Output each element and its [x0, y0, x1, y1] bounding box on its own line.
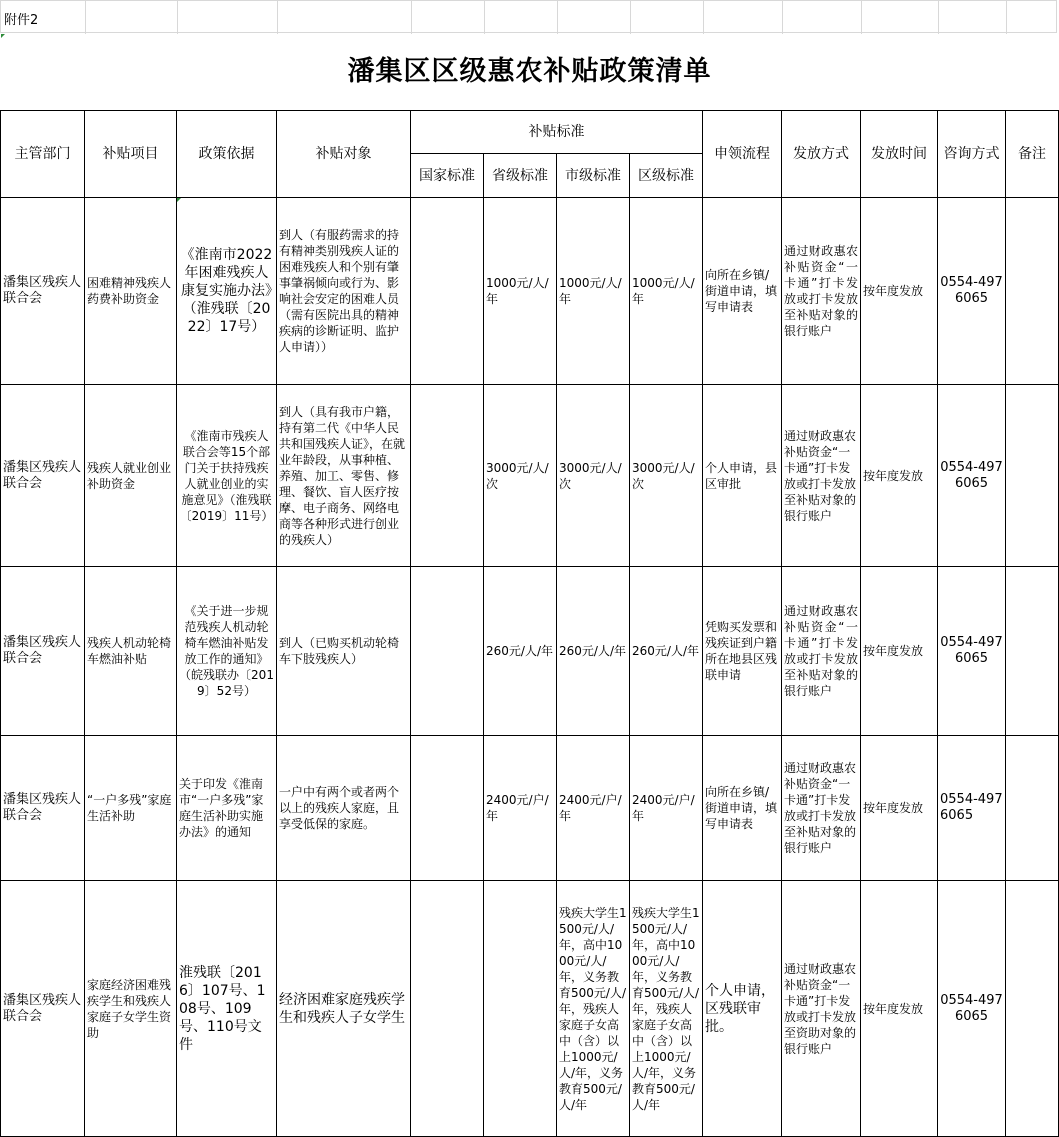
- cell-item: 残疾人机动轮椅车燃油补贴: [85, 567, 177, 736]
- cell-remark: [1006, 881, 1059, 1137]
- cell-payment: 通过财政惠农补贴资金“一卡通”打卡发放或打卡发放至补贴对象的银行账户: [782, 198, 861, 385]
- cell-provincial: 1000元/人/年: [484, 198, 557, 385]
- cell-dept: 潘集区残疾人联合会: [1, 736, 85, 881]
- cell-process: 个人申请，县区审批: [703, 385, 782, 567]
- grid-line: [277, 1, 278, 34]
- grid-line: [85, 1, 86, 34]
- cell-dept: 潘集区残疾人联合会: [1, 198, 85, 385]
- header-payment: 发放方式: [782, 111, 861, 198]
- header-basis: 政策依据: [177, 111, 277, 198]
- header-contact: 咨询方式: [938, 111, 1006, 198]
- cell-contact: 0554-4976065: [938, 567, 1006, 736]
- cell-basis: 关于印发《淮南市“一户多残”家庭生活补助实施办法》的通知: [177, 736, 277, 881]
- cell-item: 家庭经济困难残疾学生和残疾人家庭子女学生资助: [85, 881, 177, 1137]
- grid-line: [861, 1, 862, 34]
- cell-contact: 0554-4976065: [938, 881, 1006, 1137]
- grid-line: [630, 1, 631, 34]
- cell-provincial: 260元/人/年: [484, 567, 557, 736]
- header-process: 申领流程: [703, 111, 782, 198]
- cell-target: 一户中有两个或者两个以上的残疾人家庭，且享受低保的家庭。: [277, 736, 411, 881]
- cell-time: 按年度发放: [861, 198, 938, 385]
- cell-target: 经济困难家庭残疾学生和残疾人子女学生: [277, 881, 411, 1137]
- cell-national: [411, 881, 484, 1137]
- table-row: [1, 567, 1059, 736]
- grid-line: [484, 1, 485, 34]
- header-dept: 主管部门: [1, 111, 85, 198]
- cell-remark: [1006, 198, 1059, 385]
- cell-target: 到人（有服药需求的持有精神类别残疾人证的困难残疾人和个别有肇事肇祸倾向或行为、影响社会安定的困难人员（需有医院出具的精神疾病的诊断证明、监护人申请））: [277, 198, 411, 385]
- cell-provincial: 2400元/户/年: [484, 736, 557, 881]
- cell-city: 残疾大学生1500元/人/年，高中1000元/人/年，义务教育500元/人/年，残疾人家庭子女高中（含）以上1000元/人/年，义务教育500元/人/年: [557, 881, 630, 1137]
- cell-remark: [1006, 736, 1059, 881]
- cell-process: 向所在乡镇/街道申请，填写申请表: [703, 198, 782, 385]
- cell-target: 到人（已购买机动轮椅车下肢残疾人）: [277, 567, 411, 736]
- cell-dept: 潘集区残疾人联合会: [1, 881, 85, 1137]
- header-provincial: 省级标准: [484, 154, 557, 198]
- cell-item: 残疾人就业创业补助资金: [85, 385, 177, 567]
- grid-line: [1006, 1, 1007, 34]
- cell-item: 困难精神残疾人药费补助资金: [85, 198, 177, 385]
- cell-city: 2400元/户/年: [557, 736, 630, 881]
- cell-process: 向所在乡镇/街道申请，填写申请表: [703, 736, 782, 881]
- table-row: [1, 385, 1059, 567]
- cell-payment: 通过财政惠农补贴资金“一卡通”打卡发放或打卡发放至补贴对象的银行账户: [782, 736, 861, 881]
- cell-time: 按年度发放: [861, 881, 938, 1137]
- cell-city: 260元/人/年: [557, 567, 630, 736]
- header-target: 补贴对象: [277, 111, 411, 198]
- cell-process: 凭购买发票和残疾证到户籍所在地县区残联申请: [703, 567, 782, 736]
- cell-basis: 《淮南市残疾人联合会等15个部门关于扶持残疾人就业创业的实施意见》（淮残联〔2019〕11号）: [177, 385, 277, 567]
- header-city: 市级标准: [557, 154, 630, 198]
- cell-target: 到人（具有我市户籍，持有第二代《中华人民共和国残疾人证》，在就业年龄段，从事种植、养殖、加工、零售、修理、餐饮、盲人医疗按摩、电子商务、网络电商等各种形式进行创业的残疾人）: [277, 385, 411, 567]
- header-remark: 备注: [1006, 111, 1059, 198]
- header-standard: 补贴标准: [411, 111, 703, 154]
- cell-national: [411, 198, 484, 385]
- cell-district: 2400元/户/年: [630, 736, 703, 881]
- cell-national: [411, 567, 484, 736]
- table-row: [1, 736, 1059, 881]
- cell-time: 按年度发放: [861, 385, 938, 567]
- cell-provincial: [484, 881, 557, 1137]
- cell-national: [411, 736, 484, 881]
- cell-district: 残疾大学生1500元/人/年，高中1000元/人/年，义务教育500元/人/年，残疾人家庭子女高中（含）以上1000元/人/年，义务教育500元/人/年: [630, 881, 703, 1137]
- cell-remark: [1006, 385, 1059, 567]
- grid-line: [703, 1, 704, 34]
- grid-line: [411, 1, 412, 34]
- cell-provincial: 3000元/人/次: [484, 385, 557, 567]
- header-district: 区级标准: [630, 154, 703, 198]
- cell-payment: 通过财政惠农补贴资金“一卡通”打卡发放或打卡发放至补贴对象的银行账户: [782, 567, 861, 736]
- header-item: 补贴项目: [85, 111, 177, 198]
- attachment-bar: [0, 0, 1057, 33]
- header-national: 国家标准: [411, 154, 484, 198]
- cell-contact: 0554-4976065: [938, 736, 1006, 881]
- cell-payment: 通过财政惠农补贴资金“一卡通”打卡发放或打卡发放至资助对象的银行账户: [782, 881, 861, 1137]
- cell-national: [411, 385, 484, 567]
- grid-line: [782, 1, 783, 34]
- cell-item: “一户多残”家庭生活补助: [85, 736, 177, 881]
- cell-time: 按年度发放: [861, 736, 938, 881]
- cell-comment-marker: [177, 198, 181, 202]
- cell-basis: 淮残联〔2016〕107号、108号、109号、110号文件: [177, 881, 277, 1137]
- attachment-label: 附件2: [4, 13, 39, 28]
- table-row: [1, 198, 1059, 385]
- cell-payment: 通过财政惠农补贴资金“一卡通”打卡发放或打卡发放至补贴对象的银行账户: [782, 385, 861, 567]
- cell-district: 3000元/人/次: [630, 385, 703, 567]
- cell-contact: 0554-4976065: [938, 385, 1006, 567]
- cell-city: 1000元/人/年: [557, 198, 630, 385]
- policy-table: [0, 110, 1059, 1137]
- cell-city: 3000元/人/次: [557, 385, 630, 567]
- header-time: 发放时间: [861, 111, 938, 198]
- cell-district: 260元/人/年: [630, 567, 703, 736]
- grid-line: [557, 1, 558, 34]
- table-row: [1, 881, 1059, 1137]
- cell-district: 1000元/人/年: [630, 198, 703, 385]
- cell-time: 按年度发放: [861, 567, 938, 736]
- cell-remark: [1006, 567, 1059, 736]
- cell-basis: 《关于进一步规范残疾人机动轮椅车燃油补贴发放工作的通知》（皖残联办〔2019〕52号）: [177, 567, 277, 736]
- cell-basis: 《淮南市2022年困难残疾人康复实施办法》（淮残联〔2022〕17号）: [177, 198, 277, 385]
- cell-dept: 潘集区残疾人联合会: [1, 567, 85, 736]
- cell-contact: 0554-4976065: [938, 198, 1006, 385]
- cell-process: 个人申请，区残联审批。: [703, 881, 782, 1137]
- grid-line: [177, 1, 178, 34]
- page-title: 潘集区区级惠农补贴政策清单: [347, 56, 712, 87]
- grid-line: [938, 1, 939, 34]
- cell-dept: 潘集区残疾人联合会: [1, 385, 85, 567]
